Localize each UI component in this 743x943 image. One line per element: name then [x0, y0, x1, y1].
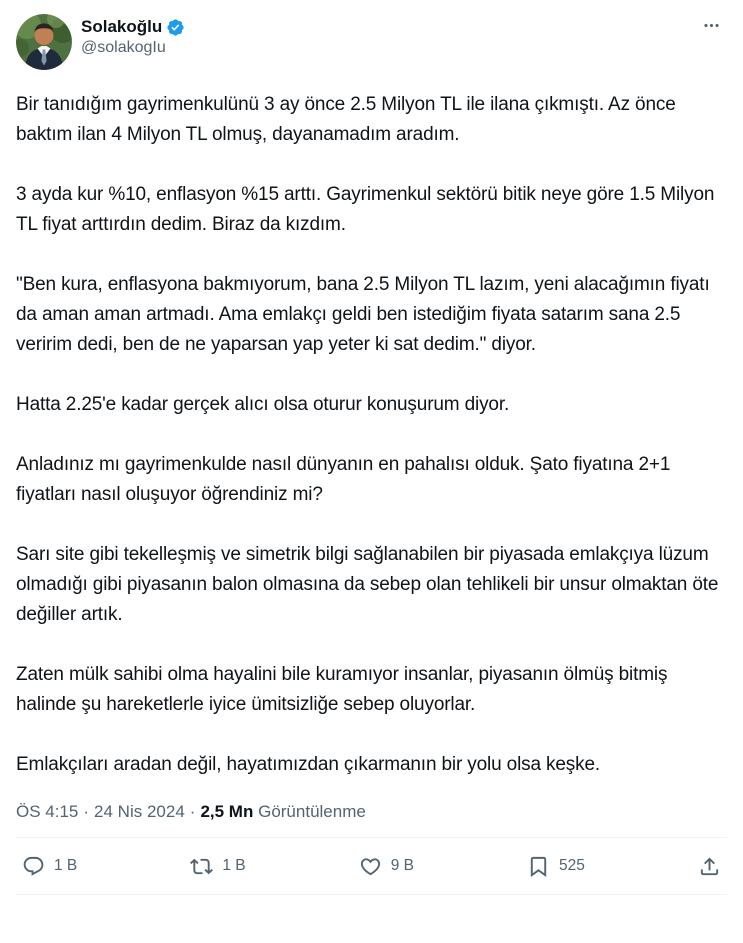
post-time: ÖS 4:15 [16, 802, 79, 821]
verified-badge-icon [166, 18, 185, 37]
like-heart-icon [359, 855, 382, 878]
user-handle[interactable]: @solakogIu [81, 39, 166, 56]
views-count: 2,5 Mn [200, 802, 254, 821]
repost-icon [190, 855, 213, 878]
meta-separator: · [83, 802, 90, 821]
share-button[interactable] [698, 855, 721, 878]
tweet-text [16, 90, 727, 780]
post-date: 24 Nis 2024 [94, 802, 185, 821]
repost-button[interactable] [190, 855, 245, 878]
tweet-paragraph: 3 ayda kur %10, enflasyon %15 arttı. Gayrimenkul sektörü bitik neye göre 1.5 Milyon TL fiyat arttırdın dedim. Biraz da kızdım. [16, 184, 715, 235]
tweet-header [16, 0, 727, 70]
like-count: 9 B [390, 857, 414, 874]
avatar-image [16, 14, 72, 70]
share-icon [698, 855, 721, 878]
tweet-paragraph: Anladınız mı gayrimenkulde nasıl dünyanın en pahalısı olduk. Şato fiyatına 2+1 fiyatları nasıl oluşuyor öğrendiniz mi? [16, 454, 671, 505]
tweet-paragraph: Bir tanıdığım gayrimenkulünü 3 ay önce 2.5 Milyon TL ile ilana çıkmıştı. Az önce baktım ilan 4 Milyon TL olmuş, dayanamadım aradım. [16, 94, 676, 145]
reply-button[interactable] [22, 855, 77, 878]
reply-count: 1 B [54, 857, 78, 874]
action-bar [16, 837, 727, 895]
display-name[interactable]: Solakoğlu [81, 17, 163, 36]
repost-count: 1 B [222, 857, 246, 874]
tweet-paragraph: Hatta 2.25'e kadar gerçek alıcı olsa oturur konuşurum diyor. [16, 394, 510, 415]
reply-icon [22, 855, 45, 878]
name-row [81, 17, 185, 37]
tweet-meta [16, 802, 727, 837]
bookmark-button[interactable] [527, 855, 585, 878]
three-dots-icon [702, 16, 721, 35]
tweet-paragraph: "Ben kura, enflasyona bakmıyorum, bana 2.5 Milyon TL lazım, yeni alacağımın fiyatı da aman aman artmadı. Ama emlakçı geldi ben istediğim fiyata satarım sana 2.5 veririm dedi, ben de ne yaparsan yap yeter ki sat dedim." diyor. [16, 274, 710, 355]
tweet-paragraph: Sarı site gibi tekelleşmiş ve simetrik bilgi sağlanabilen bir piyasada emlakçıya lüzum olmadığı gibi piyasanın balon olmasına da sebep olan tehlikeli bir unsur olmaktan öte değiller artık. [16, 544, 719, 625]
more-options-button[interactable] [696, 10, 727, 41]
like-button[interactable] [359, 855, 414, 878]
user-info [81, 14, 185, 57]
bookmark-icon [527, 855, 550, 878]
tweet-paragraph: Zaten mülk sahibi olma hayalini bile kuramıyor insanlar, piyasanın ölmüş bitmiş halinde şu hareketlerle iyice ümitsizliğe sebep oluyorlar. [16, 664, 668, 715]
tweet-paragraph: Emlakçıları aradan değil, hayatımızdan çıkarmanın bir yolu olsa keşke. [16, 754, 601, 775]
views-label: Görüntülenme [258, 802, 366, 821]
avatar[interactable] [16, 14, 72, 70]
meta-separator: · [189, 802, 196, 821]
bookmark-count: 525 [559, 857, 585, 874]
